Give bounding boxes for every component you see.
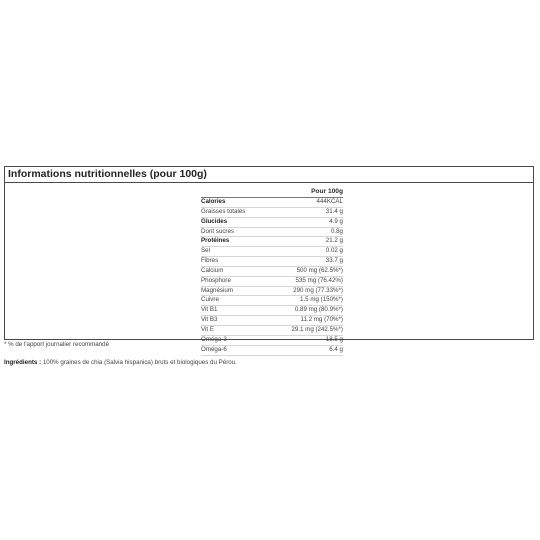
nutrition-table (201, 188, 343, 356)
nutrient-label: Calcium (201, 266, 224, 274)
nutrient-value: 290 mg (77.33%*) (293, 286, 343, 294)
column-header: Pour 100g (311, 188, 343, 195)
nutrient-value: 0.89 mg (80.9%*) (294, 306, 343, 314)
table-header (201, 188, 343, 198)
table-row (201, 228, 343, 238)
nutrient-label: Glucides (201, 217, 228, 225)
nutrient-value: 0.02 g (325, 247, 343, 255)
nutrient-label: Cuivre (201, 296, 219, 304)
table-row (201, 296, 343, 306)
nutrient-label: Magnésium (201, 286, 233, 294)
table-row (201, 287, 343, 297)
nutrient-value: 500 mg (62.5%*) (296, 266, 343, 274)
table-row (201, 336, 343, 346)
table-row (201, 208, 343, 218)
nutrient-value: 444KCAL (316, 198, 343, 205)
table-row (201, 316, 343, 326)
table-row (201, 218, 343, 228)
nutrient-label: Graisses totales (201, 207, 246, 215)
nutrient-value: 535 mg (76.42%) (295, 276, 343, 284)
nutrient-label: Vit E (201, 325, 214, 333)
nutrient-label: Vit B1 (201, 306, 218, 314)
footnote: * % de l'apport journalier recommandé (4, 341, 110, 348)
nutrient-value: 6.4 g (329, 345, 343, 353)
nutrient-label: Vit B3 (201, 316, 218, 324)
table-row (201, 198, 343, 208)
table-body (201, 198, 343, 356)
nutrient-label: Dont sucres (201, 227, 235, 235)
nutrient-value: 0.8g (330, 227, 343, 235)
nutrient-value: 18.5 g (325, 335, 343, 343)
nutrient-value: 1.5 mg (150%*) (300, 296, 343, 304)
nutrient-value: 33.7 g (325, 257, 343, 265)
table-row (201, 237, 343, 247)
table-row (201, 277, 343, 287)
title-divider (5, 182, 533, 183)
nutrient-value: 31.4 g (325, 207, 343, 215)
nutrient-label: Fibres (201, 257, 219, 265)
nutrient-label: Oméga-3 (201, 335, 227, 343)
ingredients-label: Ingrédients : (4, 359, 42, 366)
nutrient-value: 4.9 g (329, 217, 343, 225)
nutrient-label: Protéines (201, 237, 230, 245)
table-row (201, 326, 343, 336)
nutrient-label: Sel (201, 247, 210, 255)
nutrient-label: Oméga-6 (201, 345, 227, 353)
table-row (201, 306, 343, 316)
ingredients (4, 359, 237, 366)
table-row (201, 346, 343, 356)
nutrient-label: Calories (201, 198, 226, 205)
panel-title: Informations nutritionnelles (pour 100g) (8, 168, 207, 180)
nutrient-label: Phosphore (201, 276, 231, 284)
ingredients-text: 100% graines de chia (Salvia hispanica) bruts et biologiques du Pérou. (41, 359, 237, 366)
table-row (201, 257, 343, 267)
table-row (201, 247, 343, 257)
nutrient-value: 29.1 mg (242.5%*) (291, 325, 343, 333)
header-label-cell (201, 188, 287, 197)
nutrient-value: 11.2 mg (70%*) (300, 316, 343, 324)
table-row (201, 267, 343, 277)
nutrient-value: 21.2 g (325, 237, 343, 245)
